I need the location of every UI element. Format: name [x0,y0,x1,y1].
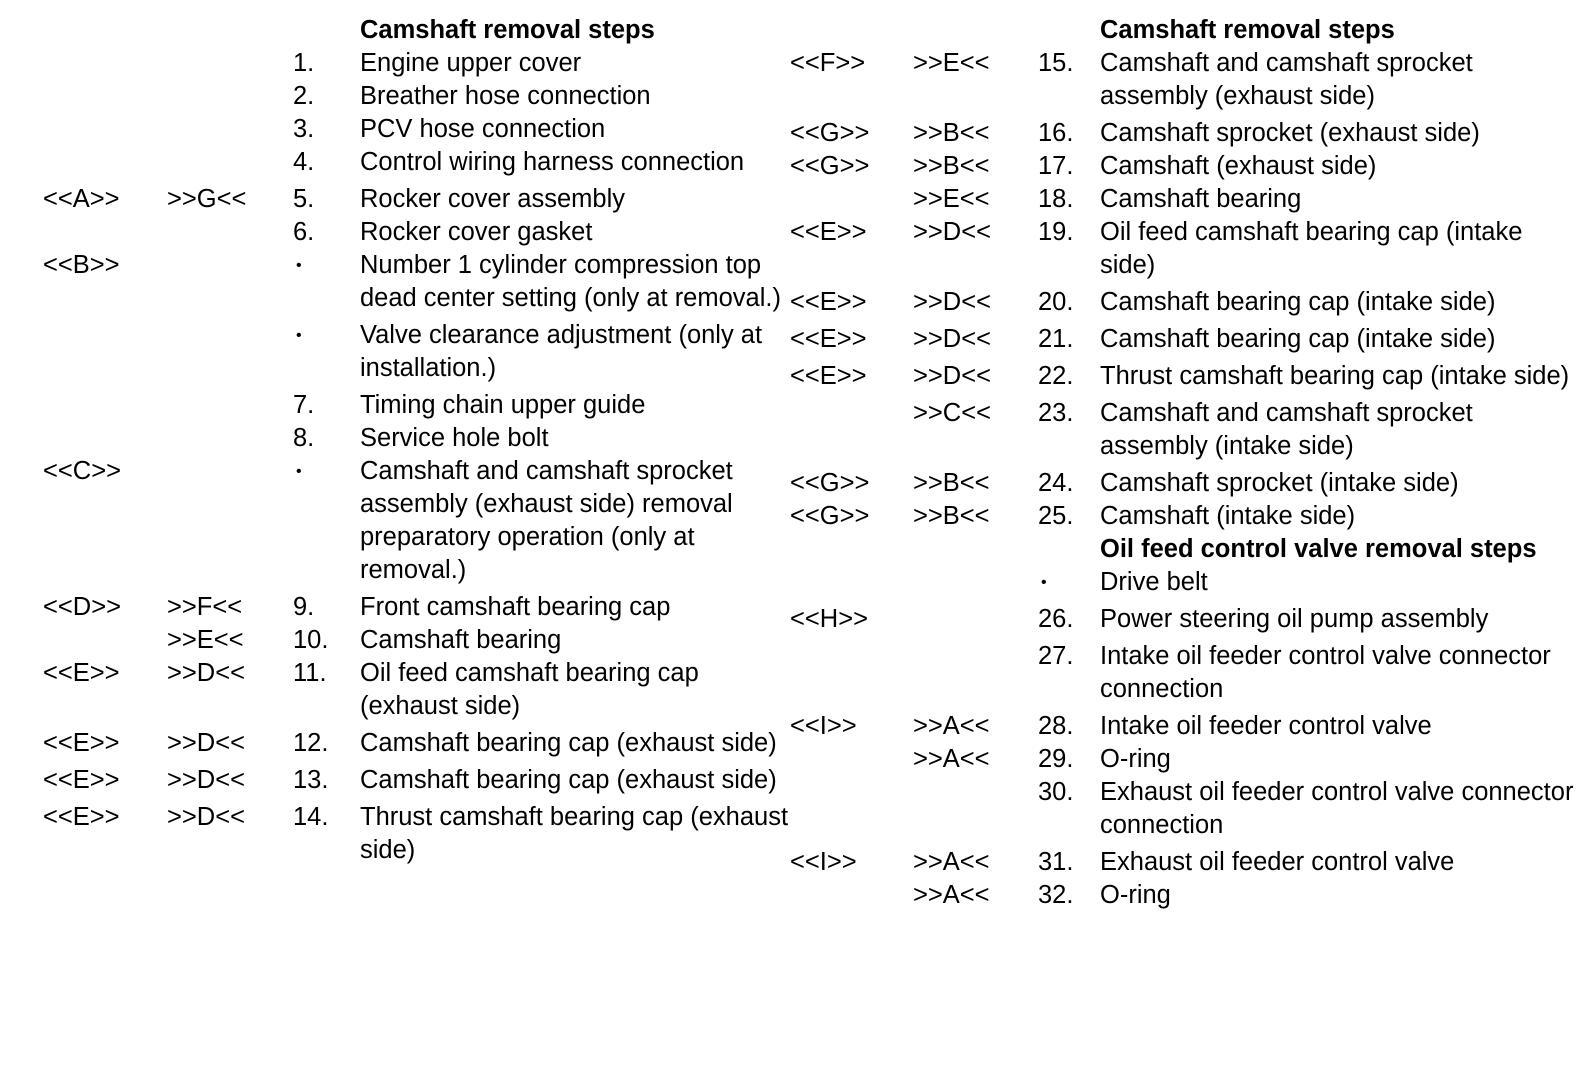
step-number: 12. [293,729,329,757]
step-row [0,113,790,146]
step-row [0,657,790,723]
removal-ref-code: <<E>> [790,288,867,316]
step-text: Number 1 cylinder compression top dead center setting (only at removal.) [360,251,781,312]
step-text: Drive belt [1100,568,1208,596]
step-row [0,624,790,657]
install-ref-code: >>B<< [913,119,990,147]
section-heading-2 [790,533,1584,566]
step-row [0,727,790,760]
step-number: 25. [1038,502,1074,530]
step-number: 22. [1038,362,1074,390]
step-row [0,764,790,797]
step-text: Oil feed camshaft bearing cap (intake side) [1100,218,1523,279]
step-text: Camshaft and camshaft sprocket assembly (exhaust side) [1100,49,1473,110]
step-text: Breather hose connection [360,82,651,110]
step-number: 9. [293,593,315,621]
removal-ref-code: <<F>> [790,49,866,77]
removal-ref-code: <<C>> [43,457,121,485]
step-text: Camshaft bearing [1100,185,1302,213]
removal-ref-code: <<I>> [790,712,857,740]
step-text: Camshaft sprocket (exhaust side) [1100,119,1480,147]
heading-text: Oil feed control valve removal steps [1100,535,1537,563]
step-number: 2. [293,82,315,110]
step-text: Intake oil feeder control valve [1100,712,1432,740]
step-number: 23. [1038,399,1074,427]
step-number: 18. [1038,185,1074,213]
step-text: Camshaft (intake side) [1100,502,1356,530]
step-number: 30. [1038,778,1074,806]
step-row [790,323,1584,356]
removal-ref-code: <<B>> [43,251,120,279]
step-text: Service hole bolt [360,424,549,452]
step-number: 21. [1038,325,1074,353]
step-text: Engine upper cover [360,49,582,77]
section-heading [0,14,790,47]
step-number: 6. [293,218,315,246]
step-row [790,879,1584,912]
step-row [790,117,1584,150]
install-ref-code: >>F<< [167,593,243,621]
step-row [0,422,790,455]
step-text: Camshaft bearing cap (exhaust side) [360,729,777,757]
removal-ref-code: <<H>> [790,605,868,633]
step-number: 8. [293,424,315,452]
install-ref-code: >>D<< [167,659,245,687]
step-row [790,710,1584,743]
step-row [790,360,1584,393]
step-row [0,216,790,249]
step-text: Oil feed camshaft bearing cap (exhaust side) [360,659,699,720]
removal-ref-code: <<E>> [790,325,867,353]
step-row [790,397,1584,463]
step-row [790,286,1584,319]
step-text: Control wiring harness connection [360,148,745,176]
step-text: Exhaust oil feeder control valve connector connection [1100,778,1574,839]
step-text: Camshaft bearing [360,626,562,654]
step-row [0,319,790,385]
removal-ref-code: <<A>> [43,185,120,213]
step-text: Camshaft bearing cap (exhaust side) [360,766,777,794]
install-ref-code: >>E<< [913,49,990,77]
step-text: Rocker cover gasket [360,218,593,246]
install-ref-code: >>B<< [913,469,990,497]
step-number: 31. [1038,848,1074,876]
step-row [790,776,1584,842]
step-number: 14. [293,803,329,831]
step-text: Rocker cover assembly [360,185,625,213]
removal-ref-code: <<E>> [790,218,867,246]
install-ref-code: >>D<< [167,803,245,831]
install-ref-code: >>B<< [913,502,990,530]
step-text: Power steering oil pump assembly [1100,605,1489,633]
install-ref-code: >>D<< [167,729,245,757]
step-text: PCV hose connection [360,115,606,143]
step-number: 29. [1038,745,1074,773]
removal-ref-code: <<G>> [790,469,870,497]
removal-ref-code: <<E>> [43,803,120,831]
install-ref-code: >>E<< [167,626,244,654]
step-number: 26. [1038,605,1074,633]
step-row [790,566,1584,599]
step-text: Camshaft bearing cap (intake side) [1100,325,1496,353]
step-text: Camshaft bearing cap (intake side) [1100,288,1496,316]
removal-ref-code: <<G>> [790,119,870,147]
step-row [0,801,790,867]
step-number: 11. [293,659,327,687]
step-list-2 [790,566,1584,912]
step-row [790,640,1584,706]
removal-ref-code: <<E>> [43,659,120,687]
heading-text: Camshaft removal steps [360,16,655,44]
install-ref-code: >>A<< [913,745,990,773]
step-row [0,455,790,587]
step-row [0,591,790,624]
step-row [790,183,1584,216]
step-number: 3. [293,115,315,143]
step-row [0,389,790,422]
install-ref-code: >>B<< [913,152,990,180]
install-ref-code: >>A<< [913,881,990,909]
step-list [790,47,1584,533]
step-row [790,743,1584,776]
bullet-marker: • [1041,574,1047,591]
right-column [790,14,1584,912]
step-row [0,249,790,315]
heading-text: Camshaft removal steps [1100,16,1395,44]
step-text: Timing chain upper guide [360,391,646,419]
step-text: O-ring [1100,881,1171,909]
install-ref-code: >>D<< [913,288,991,316]
install-ref-code: >>A<< [913,712,990,740]
install-ref-code: >>D<< [167,766,245,794]
install-ref-code: >>C<< [913,399,991,427]
step-row [790,846,1584,879]
step-text: Camshaft (exhaust side) [1100,152,1377,180]
step-text: Thrust camshaft bearing cap (exhaust side) [360,803,789,864]
step-number: 15. [1038,49,1074,77]
step-text: O-ring [1100,745,1171,773]
bullet-marker: • [296,327,302,344]
step-row [0,183,790,216]
step-number: 1. [293,49,315,77]
removal-ref-code: <<I>> [790,848,857,876]
step-number: 19. [1038,218,1074,246]
step-row [0,47,790,80]
bullet-marker: • [296,257,302,274]
step-number: 28. [1038,712,1074,740]
step-number: 24. [1038,469,1074,497]
step-number: 13. [293,766,329,794]
step-row [0,146,790,179]
section-heading [790,14,1584,47]
step-number: 7. [293,391,315,419]
left-column [0,14,790,867]
step-number: 5. [293,185,315,213]
removal-ref-code: <<G>> [790,502,870,530]
step-number: 16. [1038,119,1074,147]
removal-ref-code: <<D>> [43,593,121,621]
removal-ref-code: <<E>> [790,362,867,390]
step-row [790,467,1584,500]
removal-ref-code: <<E>> [43,766,120,794]
removal-ref-code: <<G>> [790,152,870,180]
step-text: Thrust camshaft bearing cap (intake side) [1100,362,1570,390]
step-text: Camshaft sprocket (intake side) [1100,469,1459,497]
bullet-marker: • [296,463,302,480]
step-row [790,47,1584,113]
step-row [790,216,1584,282]
step-number: 20. [1038,288,1074,316]
step-number: 17. [1038,152,1074,180]
step-text: Front camshaft bearing cap [360,593,671,621]
step-number: 4. [293,148,315,176]
step-text: Valve clearance adjustment (only at installation.) [360,321,763,382]
install-ref-code: >>D<< [913,218,991,246]
install-ref-code: >>D<< [913,325,991,353]
removal-ref-code: <<E>> [43,729,120,757]
install-ref-code: >>A<< [913,848,990,876]
install-ref-code: >>E<< [913,185,990,213]
step-text: Camshaft and camshaft sprocket assembly (exhaust side) removal preparatory operation (only at removal.) [360,457,733,584]
install-ref-code: >>G<< [167,185,247,213]
step-number: 32. [1038,881,1074,909]
step-text: Exhaust oil feeder control valve [1100,848,1455,876]
step-number: 27. [1038,642,1074,670]
install-ref-code: >>D<< [913,362,991,390]
step-row [0,80,790,113]
step-text: Camshaft and camshaft sprocket assembly (intake side) [1100,399,1473,460]
step-row [790,500,1584,533]
step-text: Intake oil feeder control valve connector connection [1100,642,1551,703]
step-list [0,47,790,867]
step-number: 10. [293,626,329,654]
step-row [790,150,1584,183]
step-row [790,603,1584,636]
